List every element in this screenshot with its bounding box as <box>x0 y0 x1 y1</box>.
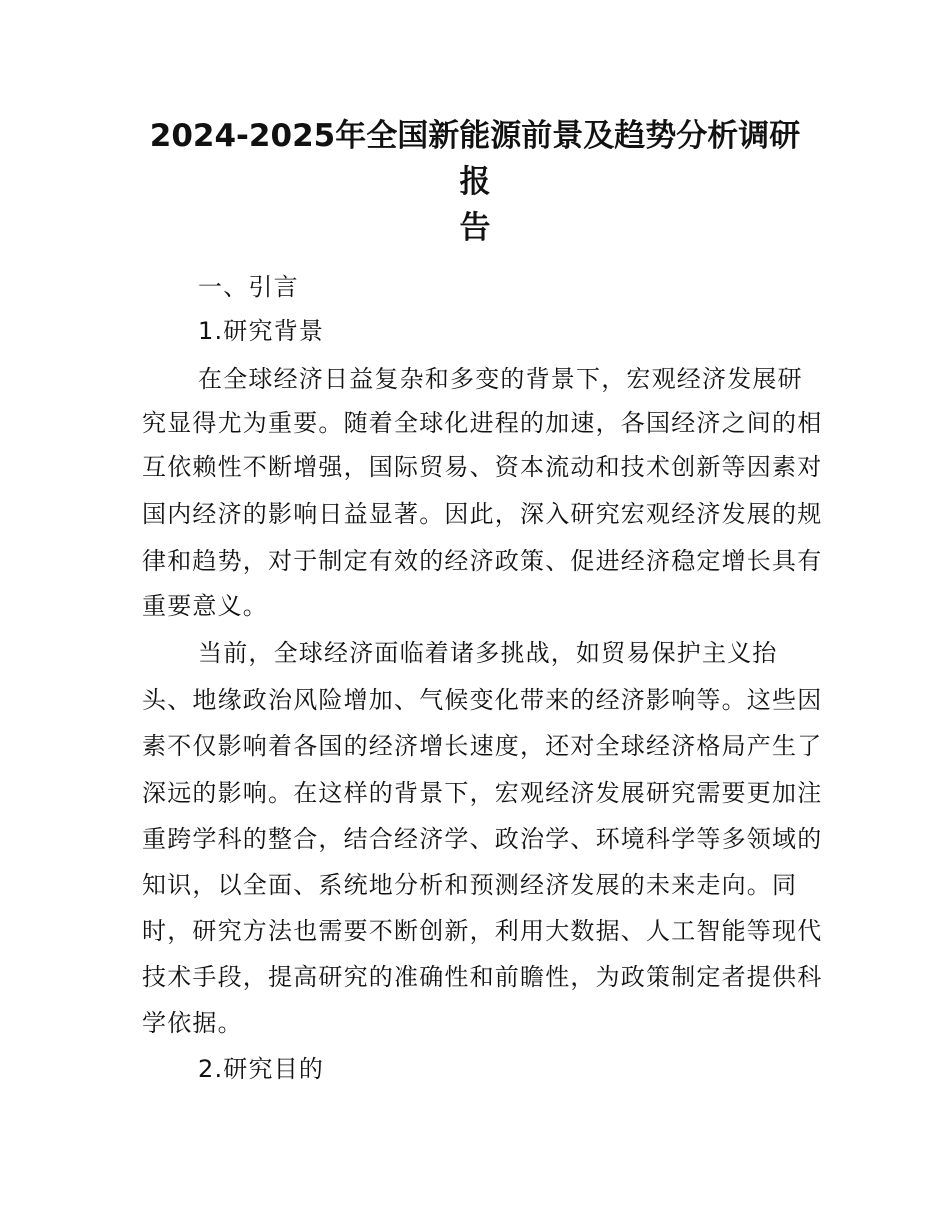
section-heading-introduction: 一、引言 <box>198 273 299 301</box>
document-title-line-2: 告 <box>459 210 491 246</box>
paragraph-1-line: 律和趋势，对于制定有效的经济政策、促进经济稳定增长具有 <box>142 547 823 575</box>
paragraph-1-line: 互依赖性不断增强，国际贸易、资本流动和技术创新等因素对 <box>142 453 823 481</box>
document-title-line-1: 2024-2025年全国新能源前景及趋势分析调研报 <box>149 118 801 200</box>
paragraph-2-line: 深远的影响。在这样的背景下，宏观经济发展研究需要更加注 <box>142 779 823 807</box>
paragraph-2-line: 时，研究方法也需要不断创新，利用大数据、人工智能等现代 <box>142 917 823 945</box>
paragraph-2-line: 技术手段，提高研究的准确性和前瞻性，为政策制定者提供科 <box>142 963 823 991</box>
subsection-heading-research-background: 1.研究背景 <box>198 317 325 345</box>
paragraph-2-line: 重跨学科的整合，结合经济学、政治学、环境科学等多领域的 <box>142 825 823 853</box>
document-title <box>140 113 810 251</box>
paragraph-2-line: 学依据。 <box>142 1009 243 1037</box>
paragraph-2-line: 当前，全球经济面临着诸多挑战，如贸易保护主义抬 <box>198 639 778 667</box>
paragraph-1-line: 重要意义。 <box>142 592 268 620</box>
paragraph-2-line: 头、地缘政治风险增加、气候变化带来的经济影响等。这些因 <box>142 686 823 714</box>
paragraph-1-line: 国内经济的影响日益显著。因此，深入研究宏观经济发展的规 <box>142 500 823 528</box>
subsection-heading-research-purpose: 2.研究目的 <box>198 1055 325 1083</box>
paragraph-2-line: 素不仅影响着各国的经济增长速度，还对全球经济格局产生了 <box>142 732 823 760</box>
paragraph-1-line: 究显得尤为重要。随着全球化进程的加速，各国经济之间的相 <box>142 409 823 437</box>
paragraph-2-line: 知识，以全面、系统地分析和预测经济发展的未来走向。同 <box>142 871 798 899</box>
paragraph-1-line: 在全球经济日益复杂和多变的背景下，宏观经济发展研 <box>198 365 803 393</box>
